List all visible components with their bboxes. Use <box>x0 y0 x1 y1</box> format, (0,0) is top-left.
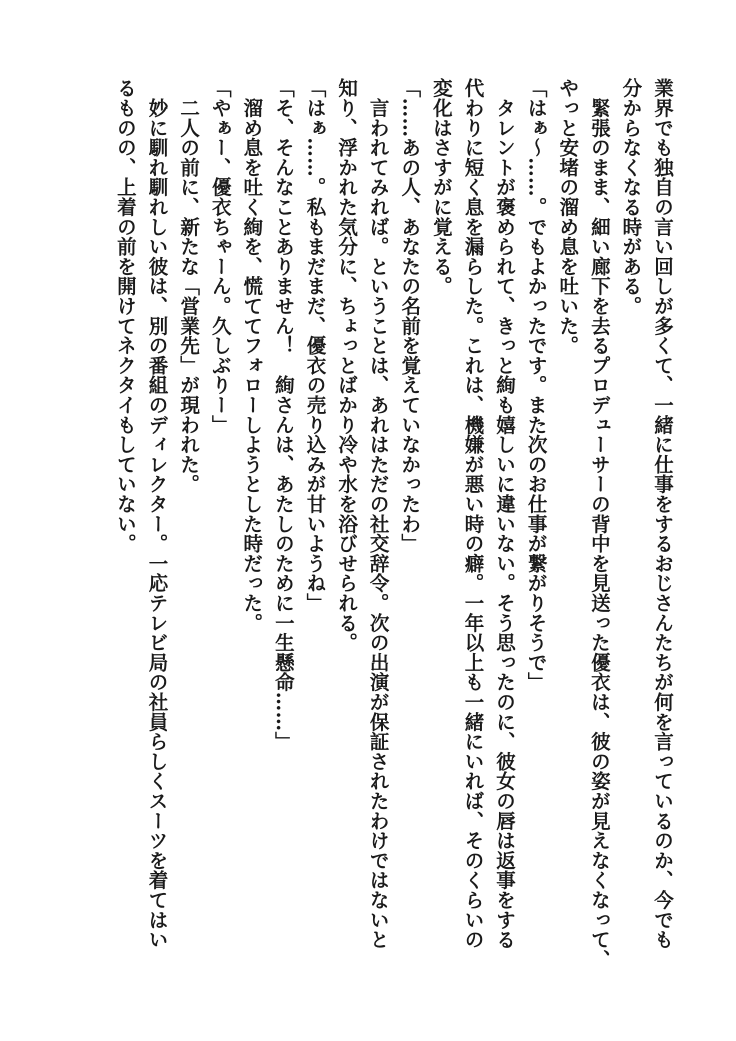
text-line: 代わりに短く息を漏らした。これは、機嫌が悪い時の癖。一年以上も一緒にいれば、そのくらいの <box>461 78 485 950</box>
text-line: 「……あの人、あなたの名前を覚えていなかったわ」 <box>398 78 422 554</box>
text-line: 変化はさすがに覚える。 <box>429 78 453 296</box>
text-line: 妙に馴れ馴れしい彼は、別の番組のディレクター。一応テレビ局の社員らしくスーツを着てはい <box>145 78 169 950</box>
text-line: 業界でも独自の言い回しが多くて、一緒に仕事をするおじさんたちが何を言っているのか、今でも <box>651 78 674 950</box>
text-line: タレントが褒められて、きっと絢も嬉しいに違いない。そう思ったのに、彼女の唇は返事をする <box>493 78 517 950</box>
text-line: 「そ、そんなことありません！ 絢さんは、あたしのために一生懸命……」 <box>271 78 295 752</box>
text-line: 分からなくなる時がある。 <box>619 78 643 316</box>
text-line: やっと安堵の溜め息を吐いた。 <box>556 78 580 356</box>
vertical-text-body <box>109 78 678 978</box>
text-line: 「やぁー、優衣ちゃーん。久しぶりー」 <box>208 78 232 435</box>
text-line: 二人の前に、新たな「営業先」が現われた。 <box>177 78 201 494</box>
text-line: るものの、上着の前を開けてネクタイもしていない。 <box>113 78 137 554</box>
text-line: 「はぁ……。私もまだまだ、優衣の売り込みが甘いようね」 <box>303 78 327 613</box>
text-line: 言われてみれば。ということは、あれはただの社交辞令。次の出演が保証されたわけではないと <box>366 78 390 950</box>
text-line: 知り、浮かれた気分に、ちょっとばかり冷や水を浴びせられる。 <box>335 78 359 653</box>
text-line: 「はぁ〜……。でもよかったです。また次のお仕事が繋がりそうで」 <box>524 78 548 692</box>
text-line: 溜め息を吐く絢を、慌ててフォローしようとした時だった。 <box>240 78 264 633</box>
text-line: 緊張のまま、細い廊下を去るプロデューサーの背中を見送った優衣は、彼の姿が見えなくなって、 <box>587 78 611 969</box>
